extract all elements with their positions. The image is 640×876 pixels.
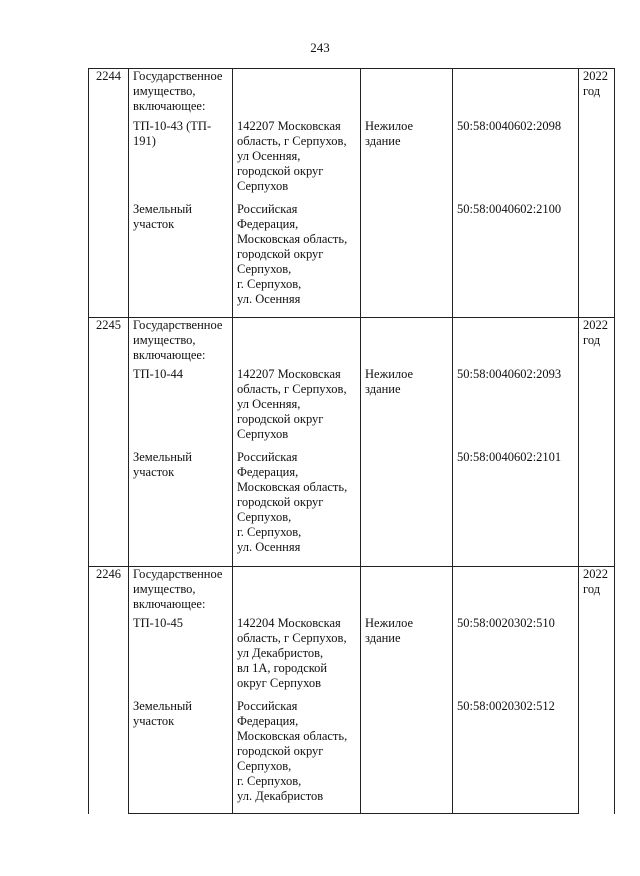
entry-header: Государственное имущество, включающее: bbox=[129, 69, 233, 119]
table-row bbox=[89, 69, 615, 119]
table-row bbox=[89, 699, 615, 814]
building-type: Нежилое здание bbox=[361, 367, 453, 450]
entry-number: 2244 bbox=[89, 69, 129, 318]
building-address: 142207 Московская область, г Серпухов, ул Осенняя, городской округ Серпухов bbox=[233, 119, 361, 202]
table-row bbox=[89, 202, 615, 318]
property-registry-table bbox=[88, 68, 615, 814]
land-name: Земельный участок bbox=[129, 699, 233, 814]
table-row bbox=[89, 450, 615, 567]
table-row bbox=[89, 119, 615, 202]
building-name: ТП-10-44 bbox=[129, 367, 233, 450]
entry-year: 2022 год bbox=[579, 567, 615, 814]
land-type bbox=[361, 202, 453, 318]
land-cadastral-number: 50:58:0040602:2101 bbox=[453, 450, 579, 567]
land-type bbox=[361, 450, 453, 567]
entry-number: 2245 bbox=[89, 318, 129, 567]
building-name: ТП-10-43 (ТП- 191) bbox=[129, 119, 233, 202]
entry-header: Государственное имущество, включающее: bbox=[129, 567, 233, 616]
building-address: 142207 Московская область, г Серпухов, ул Осенняя, городской округ Серпухов bbox=[233, 367, 361, 450]
table-row bbox=[89, 616, 615, 699]
building-type: Нежилое здание bbox=[361, 616, 453, 699]
land-address: Российская Федерация, Московская область, городской округ Серпухов, г. Серпухов, ул. Декабристов bbox=[233, 699, 361, 814]
table-row bbox=[89, 567, 615, 616]
building-cadastral-number: 50:58:0040602:2093 bbox=[453, 367, 579, 450]
land-name: Земельный участок bbox=[129, 202, 233, 318]
page-number: 243 bbox=[310, 40, 330, 55]
land-address: Российская Федерация, Московская область, городской округ Серпухов, г. Серпухов, ул. Осенняя bbox=[233, 202, 361, 318]
entry-year: 2022 год bbox=[579, 318, 615, 567]
building-address: 142204 Московская область, г Серпухов, ул Декабристов, вл 1А, городской округ Серпухов bbox=[233, 616, 361, 699]
land-address: Российская Федерация, Московская область, городской округ Серпухов, г. Серпухов, ул. Осенняя bbox=[233, 450, 361, 567]
entry-number: 2246 bbox=[89, 567, 129, 814]
entry-header: Государственное имущество, включающее: bbox=[129, 318, 233, 367]
land-cadastral-number: 50:58:0040602:2100 bbox=[453, 202, 579, 318]
building-name: ТП-10-45 bbox=[129, 616, 233, 699]
building-type: Нежилое здание bbox=[361, 119, 453, 202]
land-name: Земельный участок bbox=[129, 450, 233, 567]
table-row bbox=[89, 318, 615, 367]
land-cadastral-number: 50:58:0020302:512 bbox=[453, 699, 579, 814]
building-cadastral-number: 50:58:0040602:2098 bbox=[453, 119, 579, 202]
land-type bbox=[361, 699, 453, 814]
entry-year: 2022 год bbox=[579, 69, 615, 318]
table-row bbox=[89, 367, 615, 450]
building-cadastral-number: 50:58:0020302:510 bbox=[453, 616, 579, 699]
